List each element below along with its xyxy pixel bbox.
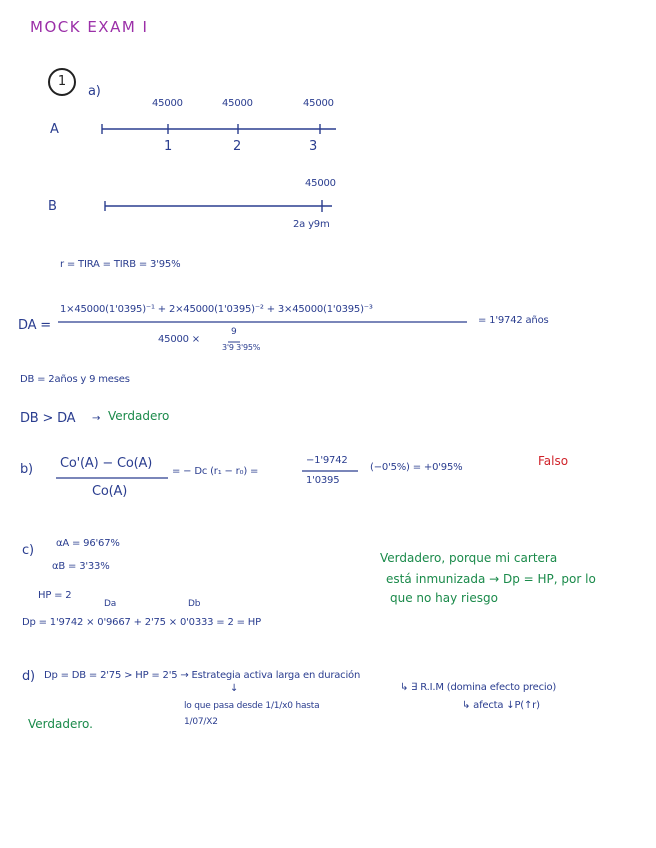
d-rim-note: ↳ ∃ R.I.M (domina efecto precio) <box>400 682 557 693</box>
verdict-c-line-1: Verdadero, porque mi cartera <box>380 551 558 565</box>
d-down-arrow: ↓ <box>230 683 239 694</box>
dp-equation: Dp = 1'9742 × 0'9667 + 2'75 × 0'0333 = 2 = HP <box>22 617 261 628</box>
bond-a-label: A <box>50 122 59 137</box>
tick-a-2: 2 <box>233 139 242 154</box>
tick-a-1: 1 <box>164 139 173 154</box>
page-title: MOCK EXAM I <box>30 18 149 36</box>
b-denominator: Co(A) <box>92 484 128 499</box>
d-note-line-1: lo que pasa desde 1/1/x0 hasta <box>184 701 320 711</box>
verdict-c-line-3: que no hay riesgo <box>390 591 498 605</box>
dp-hint-da: Da <box>104 599 117 609</box>
d-equation: Dp = DB = 2'75 > HP = 2'5 → Estrategia activa larga en duración <box>44 670 361 681</box>
b-tail-expression: (−0'5%) = +0'95% <box>370 462 463 473</box>
da-numerator: 1×45000(1'0395)⁻¹ + 2×45000(1'0395)⁻² + 3×45000(1'0395)⁻³ <box>60 304 373 315</box>
dp-hint-db: Db <box>188 599 201 609</box>
duration-comparison: DB > DA <box>20 411 76 426</box>
alpha-a: αA = 96'67% <box>56 538 120 549</box>
d-afecta-note: ↳ afecta ↓P(↑r) <box>462 700 540 711</box>
part-d-label: d) <box>22 669 35 684</box>
part-b-label: b) <box>20 462 33 477</box>
cashflow-b: 45000 <box>305 178 336 189</box>
verdict-d: Verdadero. <box>28 717 93 731</box>
rate-equation: r = TIRA = TIRB = 3'95% <box>60 259 181 270</box>
db-equation: DB = 2años y 9 meses <box>20 374 130 385</box>
da-result: = 1'9742 años <box>478 315 549 326</box>
da-denominator-frac-bottom: 3'9 3'95% <box>222 343 261 352</box>
tick-a-3: 3 <box>309 139 318 154</box>
da-label: DA = <box>18 318 51 333</box>
cashflow-a-2: 45000 <box>222 98 253 109</box>
alpha-b: αB = 3'33% <box>52 561 110 572</box>
question-number: 1 <box>48 68 76 96</box>
verdict-c-line-2: está inmunizada → Dp = HP, por lo <box>386 572 596 586</box>
part-a-label: a) <box>88 84 101 99</box>
d-note-line-2: 1/07/X2 <box>184 717 218 727</box>
verdict-a: Verdadero <box>108 409 170 423</box>
cashflow-a-3: 45000 <box>303 98 334 109</box>
da-denominator: 45000 × <box>158 334 200 345</box>
tick-b-maturity: 2a y9m <box>293 219 330 230</box>
bond-b-label: B <box>48 199 57 214</box>
part-c-label: c) <box>22 543 34 558</box>
cashflow-a-1: 45000 <box>152 98 183 109</box>
b-numerator: Co'(A) − Co(A) <box>60 456 153 471</box>
verdict-b: Falso <box>538 454 569 468</box>
b-fraction-bottom: 1'0395 <box>306 475 340 486</box>
b-middle-expression: = − Dc (r₁ − r₀) = <box>172 466 259 477</box>
b-fraction-top: −1'9742 <box>306 455 348 466</box>
comparison-arrow: → <box>92 413 101 424</box>
hp-value: HP = 2 <box>38 590 72 601</box>
da-denominator-frac-top: 9 <box>231 327 237 337</box>
